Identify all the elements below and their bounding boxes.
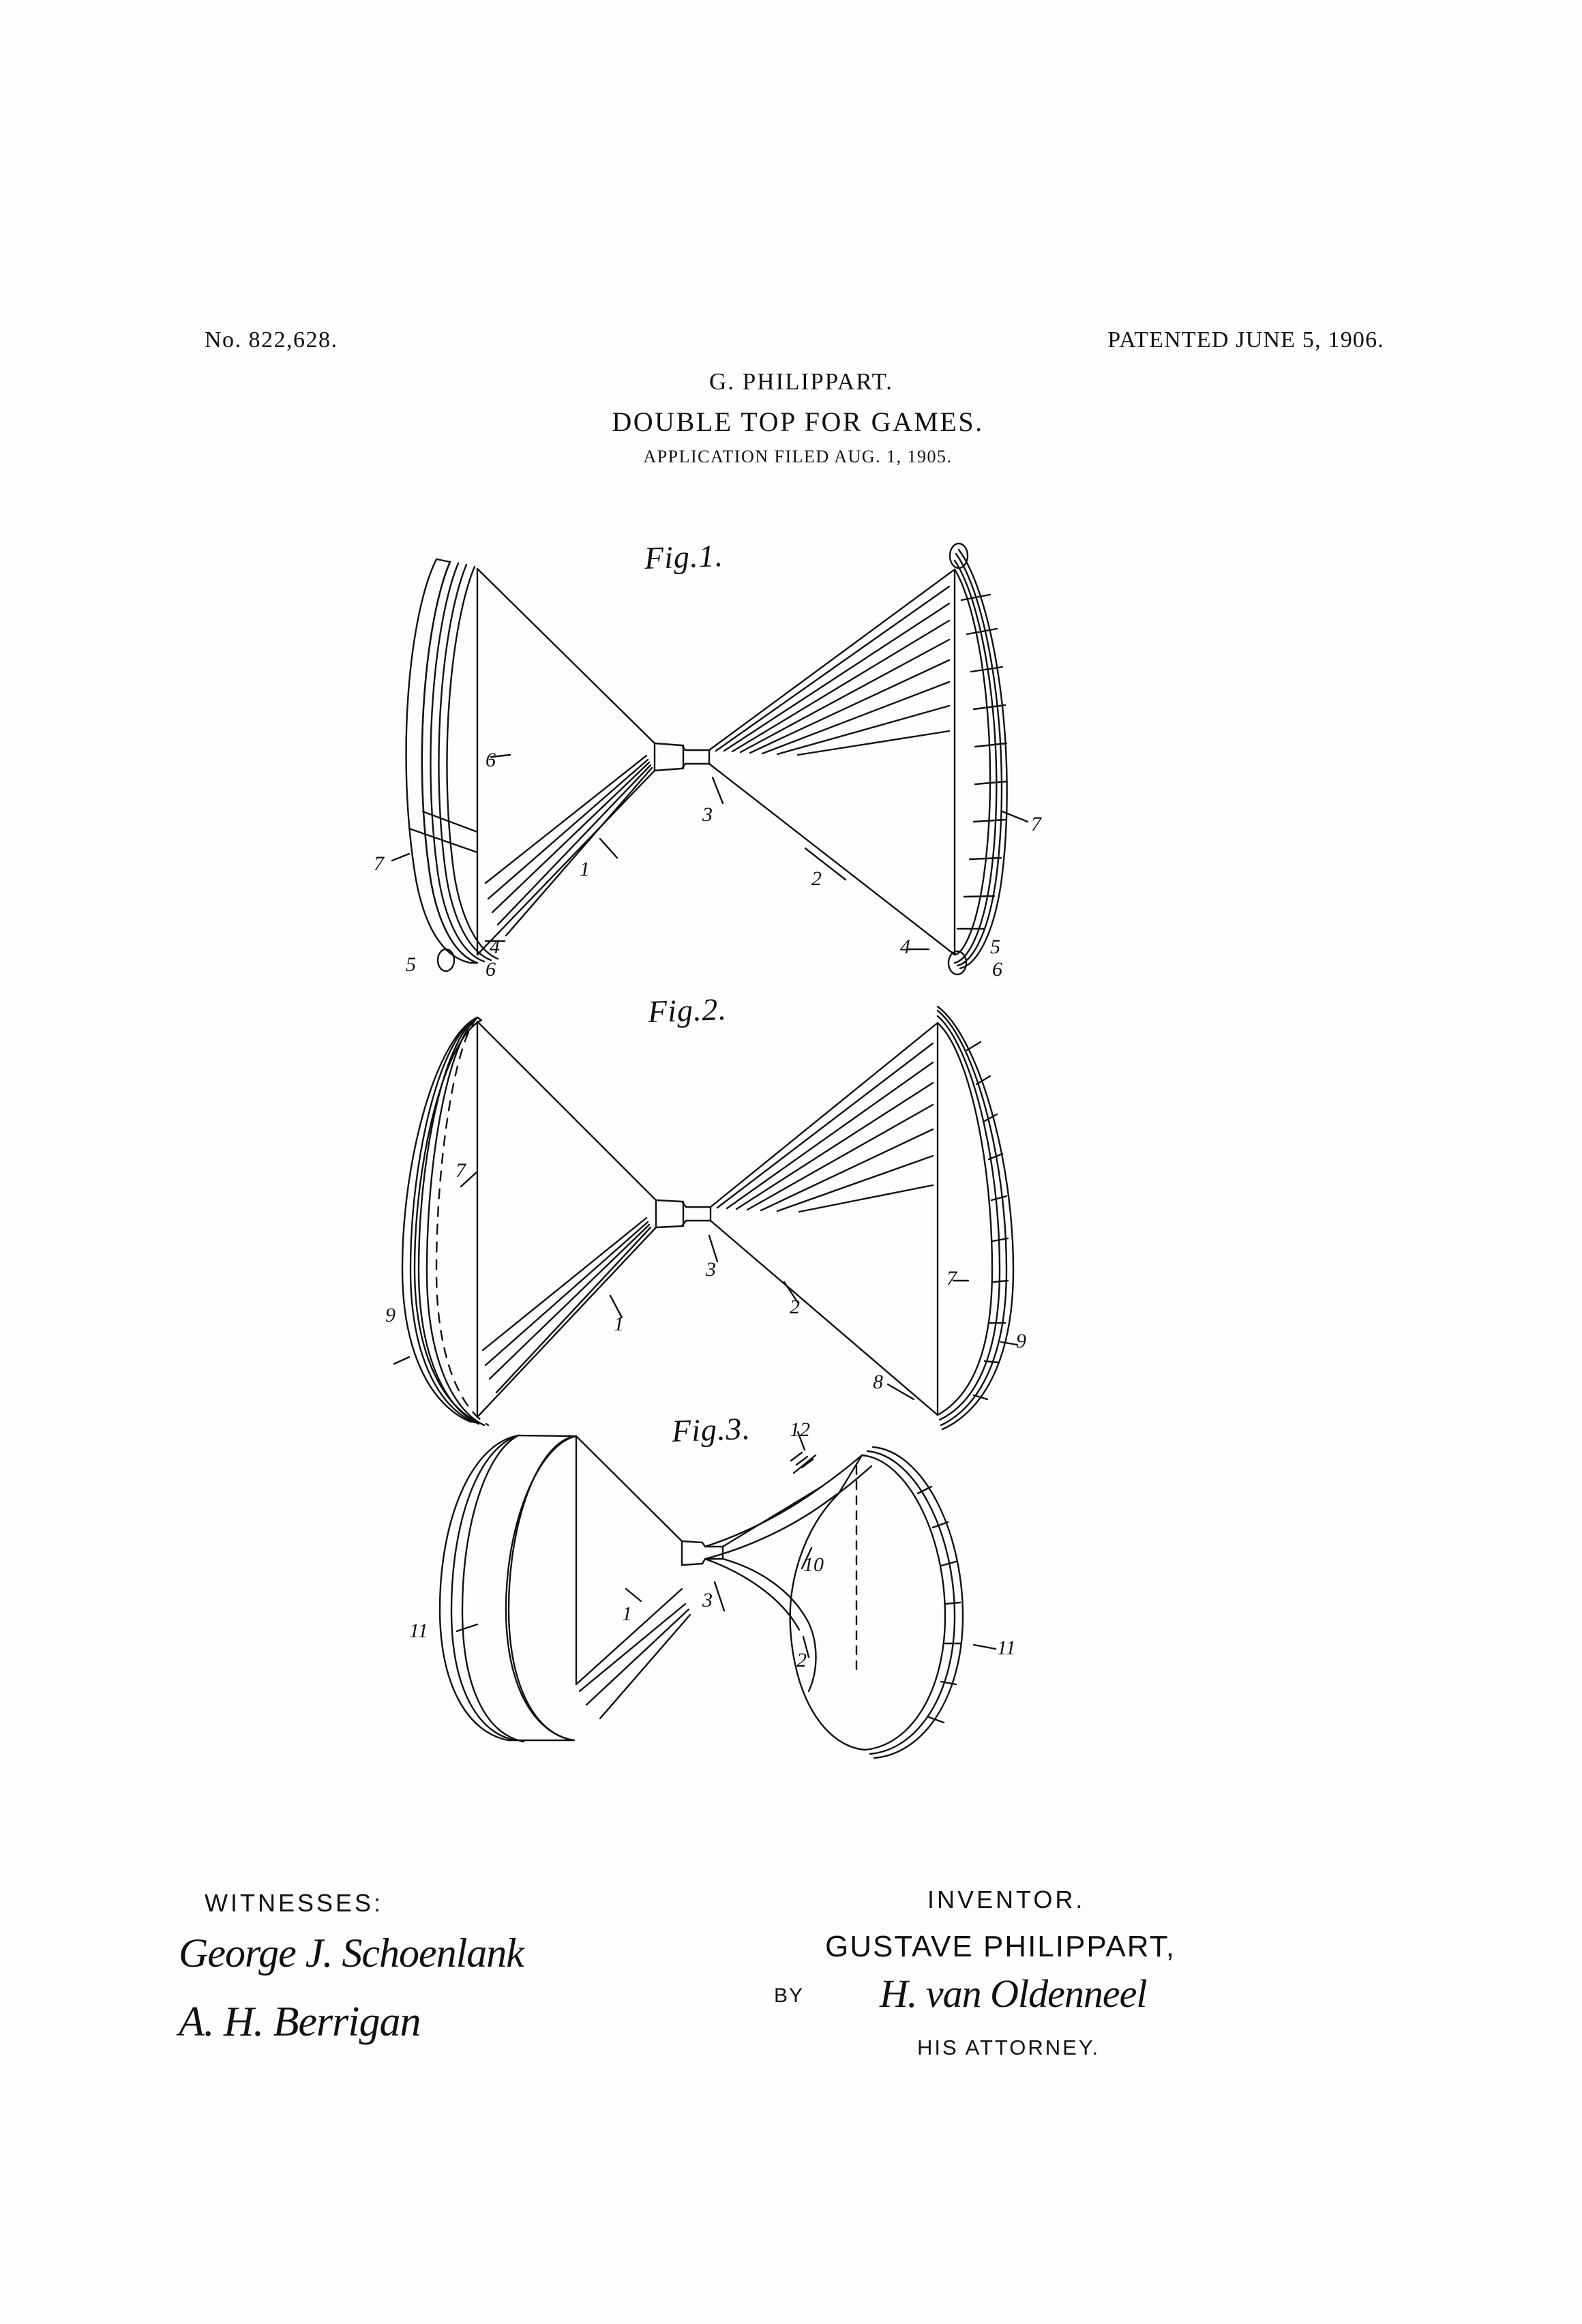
ref-numeral-fig2-7-left: 7 (456, 1159, 466, 1182)
ref-numeral-fig1-4-left: 4 (490, 936, 500, 958)
ref-numeral-fig1-7-right: 7 (1031, 813, 1041, 835)
ref-numeral-fig3-3: 3 (702, 1589, 713, 1611)
ref-numeral-fig1-4-right: 4 (900, 936, 910, 958)
application-filed: APPLICATION FILED AUG. 1, 1905. (643, 447, 953, 466)
attorney-label: HIS ATTORNEY. (917, 2036, 1101, 2059)
figure-2-illustration (394, 1007, 1017, 1429)
ref-numeral-fig3-11-right: 11 (997, 1637, 1016, 1659)
ref-numeral-fig1-3: 3 (702, 803, 713, 826)
ref-numeral-fig1-1: 1 (580, 858, 590, 880)
patented-date: PATENTED JUNE 5, 1906. (1107, 327, 1384, 353)
ref-numeral-fig1-5-left: 5 (406, 953, 416, 976)
patent-number: No. 822,628. (205, 327, 338, 353)
figure-3-caption: Fig.3. (671, 1410, 751, 1449)
ref-numeral-fig1-2: 2 (811, 867, 822, 890)
ref-numeral-fig3-11-left: 11 (409, 1620, 428, 1642)
figure-2-caption: Fig.2. (647, 991, 728, 1030)
ref-numeral-fig2-9-left: 9 (385, 1304, 395, 1326)
witness-signature-2: A. H. Berrigan (179, 1999, 421, 2045)
inventor-header: G. PHILIPPART. (709, 368, 893, 395)
ref-numeral-fig2-3: 3 (706, 1258, 716, 1281)
by-label: BY (774, 1984, 805, 2007)
witness-signature-1: George J. Schoenlank (179, 1931, 524, 1976)
inventor-signature-name: GUSTAVE PHILIPPART, (825, 1930, 1176, 1963)
inventor-label: INVENTOR. (927, 1886, 1086, 1913)
figure-1-caption: Fig.1. (644, 537, 724, 576)
attorney-signature: H. van Oldenneel (880, 1971, 1147, 2016)
ref-numeral-fig1-7-left: 7 (374, 852, 384, 875)
ref-numeral-fig2-8: 8 (873, 1371, 883, 1393)
ref-numeral-fig1-6-right: 6 (992, 958, 1002, 981)
ref-numeral-fig1-6: 6 (486, 749, 496, 771)
ref-numeral-fig2-1: 1 (614, 1313, 624, 1335)
figure-3-illustration (440, 1432, 996, 1758)
ref-numeral-fig3-12: 12 (790, 1418, 810, 1441)
witnesses-label: WITNESSES: (205, 1889, 384, 1917)
ref-numeral-fig2-7-right: 7 (946, 1267, 957, 1290)
ref-numeral-fig3-1: 1 (622, 1603, 632, 1625)
ref-numeral-fig3-10: 10 (803, 1553, 824, 1576)
ref-numeral-fig1-5-right: 5 (990, 936, 1000, 958)
ref-numeral-fig2-2: 2 (790, 1296, 800, 1318)
page-title: DOUBLE TOP FOR GAMES. (612, 406, 984, 437)
ref-numeral-fig2-9-right: 9 (1016, 1330, 1026, 1352)
ref-numeral-fig1-6-left: 6 (486, 958, 496, 981)
ref-numeral-fig3-2: 2 (796, 1649, 807, 1671)
